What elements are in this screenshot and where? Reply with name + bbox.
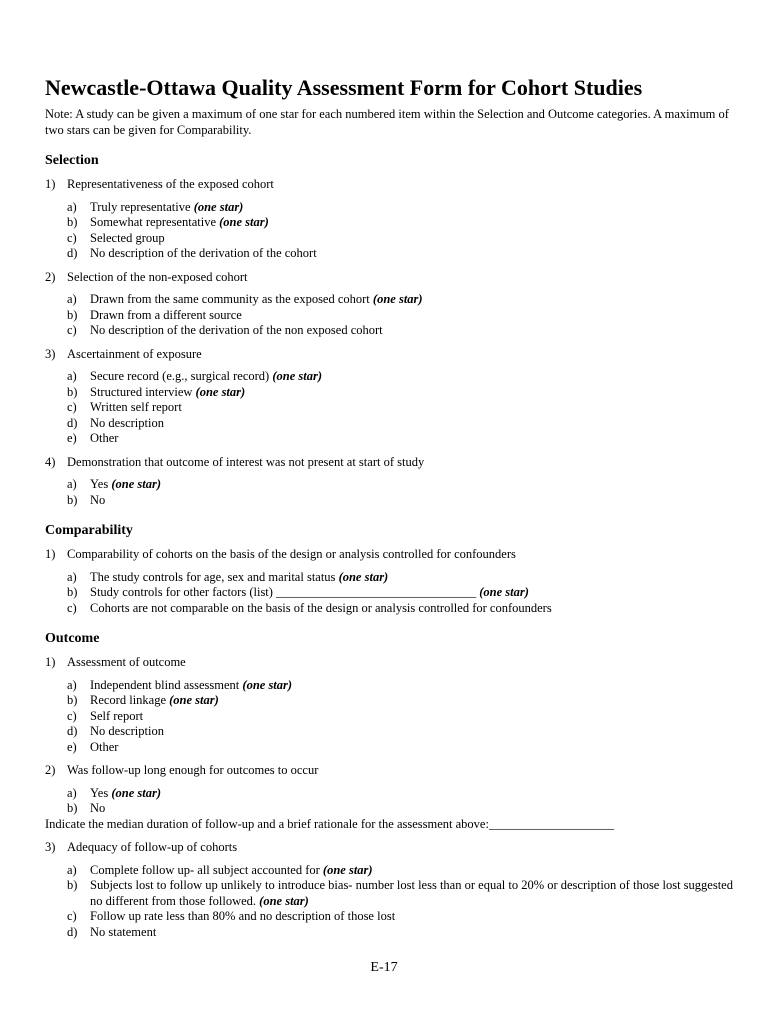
star-label: (one star) [193,199,244,214]
option-text: Written self report [90,400,182,414]
option-text: The study controls for age, sex and marital status [90,569,339,584]
option-letter: c) [67,909,77,923]
question-number: 2) [45,763,56,777]
option-text: Self report [90,708,144,723]
question-text: Ascertainment of exposure [67,346,202,361]
form-page [45,74,735,940]
option-letter: e) [67,739,77,754]
option-letter: d) [67,246,78,260]
option-letter: b) [67,801,78,815]
option-item [67,585,735,601]
star-label: (one star) [111,477,161,491]
option-letter: b) [67,585,78,599]
options-outcome-1 [67,678,735,756]
options-selection-1 [67,200,735,262]
option-item [67,323,735,339]
option-item [67,416,735,432]
star-label: (one star) [242,677,293,692]
option-text: Somewhat representative [90,215,220,229]
option-text: Other [90,431,119,445]
option-text: Truly representative [90,199,194,214]
question-outcome-2 [45,763,735,779]
option-item [67,246,735,262]
option-item [67,231,735,247]
star-label: (one star) [479,585,529,599]
option-letter: d) [67,924,78,939]
question-number: 3) [45,346,56,361]
option-text: Follow up rate less than 80% and no description of those lost [90,909,396,923]
option-letter: e) [67,431,77,445]
option-text: Subjects lost to follow up unlikely to introduce bias- number lost less than or equal to 20% or description of those lost suggested no different from those followed. [90,878,733,908]
option-text: Structured interview [90,384,196,399]
option-text: Drawn from a different source [90,307,242,322]
star-label: (one star) [219,215,269,229]
option-text: Complete follow up- all subject accounted for [90,862,323,877]
question-text: Adequacy of follow-up of cohorts [67,840,238,854]
option-text: Selected group [90,230,165,245]
option-letter: d) [67,724,78,738]
question-text: Selection of the non-exposed cohort [67,269,248,284]
option-letter: a) [67,569,77,584]
option-letter: a) [67,785,77,800]
question-text: Assessment of outcome [67,655,186,669]
option-text: No [90,492,106,507]
option-item [67,863,735,879]
option-text: Other [90,739,119,754]
question-number: 3) [45,840,56,854]
option-item [67,400,735,416]
options-outcome-2 [67,786,735,817]
star-label: (one star) [111,785,161,800]
option-item [67,801,735,817]
star-label: (one star) [272,369,322,383]
section-heading-outcome: Outcome [45,631,100,646]
question-selection-2 [45,270,735,286]
options-selection-4 [67,477,735,508]
option-item [67,477,735,493]
question-text: Demonstration that outcome of interest was not present at start of study [67,454,425,469]
option-letter: a) [67,477,77,491]
option-letter: b) [67,492,78,507]
option-text: No description of the derivation of the non exposed cohort [90,323,383,337]
option-item [67,878,735,909]
option-item [67,385,735,401]
question-outcome-3 [45,840,735,856]
option-item [67,200,735,216]
option-letter: b) [67,384,78,399]
option-letter: b) [67,878,78,892]
question-selection-1 [45,177,735,193]
question-text: Was follow-up long enough for outcomes to occur [67,763,319,777]
option-letter: b) [67,693,78,707]
star-label: (one star) [372,292,423,306]
option-letter: a) [67,677,77,692]
option-item [67,215,735,231]
option-item [67,601,735,617]
option-letter: c) [67,323,77,337]
option-text: Drawn from the same community as the exposed cohort [90,292,373,306]
option-text: No statement [90,924,157,939]
option-item [67,709,735,725]
question-selection-4 [45,455,735,471]
options-selection-2 [67,292,735,339]
question-number: 1) [45,655,56,669]
option-text: Secure record (e.g., surgical record) [90,369,273,383]
star-label: (one star) [195,384,246,399]
option-letter: c) [67,600,77,615]
options-outcome-3 [67,863,735,941]
option-item [67,786,735,802]
option-letter: b) [67,215,78,229]
option-letter: a) [67,862,77,877]
option-letter: c) [67,230,77,245]
option-item [67,678,735,694]
option-letter: a) [67,292,77,306]
section-heading-comparability: Comparability [45,523,133,538]
star-label: (one star) [338,569,389,584]
option-letter: a) [67,369,77,383]
option-text: Independent blind assessment [90,677,243,692]
option-item [67,570,735,586]
star-label: (one star) [322,862,373,877]
option-letter: d) [67,415,78,430]
option-item [67,493,735,509]
question-text: Comparability of cohorts on the basis of the design or analysis controlled for confounders [67,547,516,561]
star-label: (one star) [259,893,309,908]
question-outcome-1 [45,655,735,671]
page-title: Newcastle-Ottawa Quality Assessment Form for Cohort Studies [45,75,643,100]
option-text: Study controls for other factors (list) ________________________________ [90,585,480,599]
followup-duration-note: Indicate the median duration of follow-up and a brief rationale for the assessment above:____________________ [45,816,614,831]
option-item [67,308,735,324]
star-label: (one star) [169,693,219,707]
section-heading-selection: Selection [45,153,99,168]
option-text: Yes [90,477,112,491]
option-item [67,431,735,447]
option-item [67,693,735,709]
option-text: No description [90,415,164,430]
question-number: 1) [45,177,56,191]
question-text: Representativeness of the exposed cohort [67,177,274,191]
option-letter: c) [67,400,77,414]
option-item [67,740,735,756]
option-letter: c) [67,708,77,723]
option-item [67,369,735,385]
page-number: E-17 [370,960,398,975]
question-comparability-1 [45,547,735,563]
option-letter: b) [67,307,78,322]
option-text: No description of the derivation of the cohort [90,246,317,260]
question-number: 4) [45,454,56,469]
question-number: 1) [45,547,56,561]
options-selection-3 [67,369,735,447]
option-text: Record linkage [90,693,170,707]
question-selection-3 [45,347,735,363]
option-item [67,292,735,308]
option-item [67,925,735,941]
option-text: Cohorts are not comparable on the basis of the design or analysis controlled for confounders [90,600,552,615]
option-letter: a) [67,199,77,214]
option-item [67,909,735,925]
option-text: No [90,801,106,815]
option-text: No description [90,724,164,738]
scoring-note: Note: A study can be given a maximum of one star for each numbered item within the Selection and Outcome categories. A maximum of two stars can be given for Comparability. [45,107,729,137]
option-item [67,724,735,740]
options-comparability-1 [67,570,735,617]
option-text: Yes [90,785,112,800]
question-number: 2) [45,269,56,284]
